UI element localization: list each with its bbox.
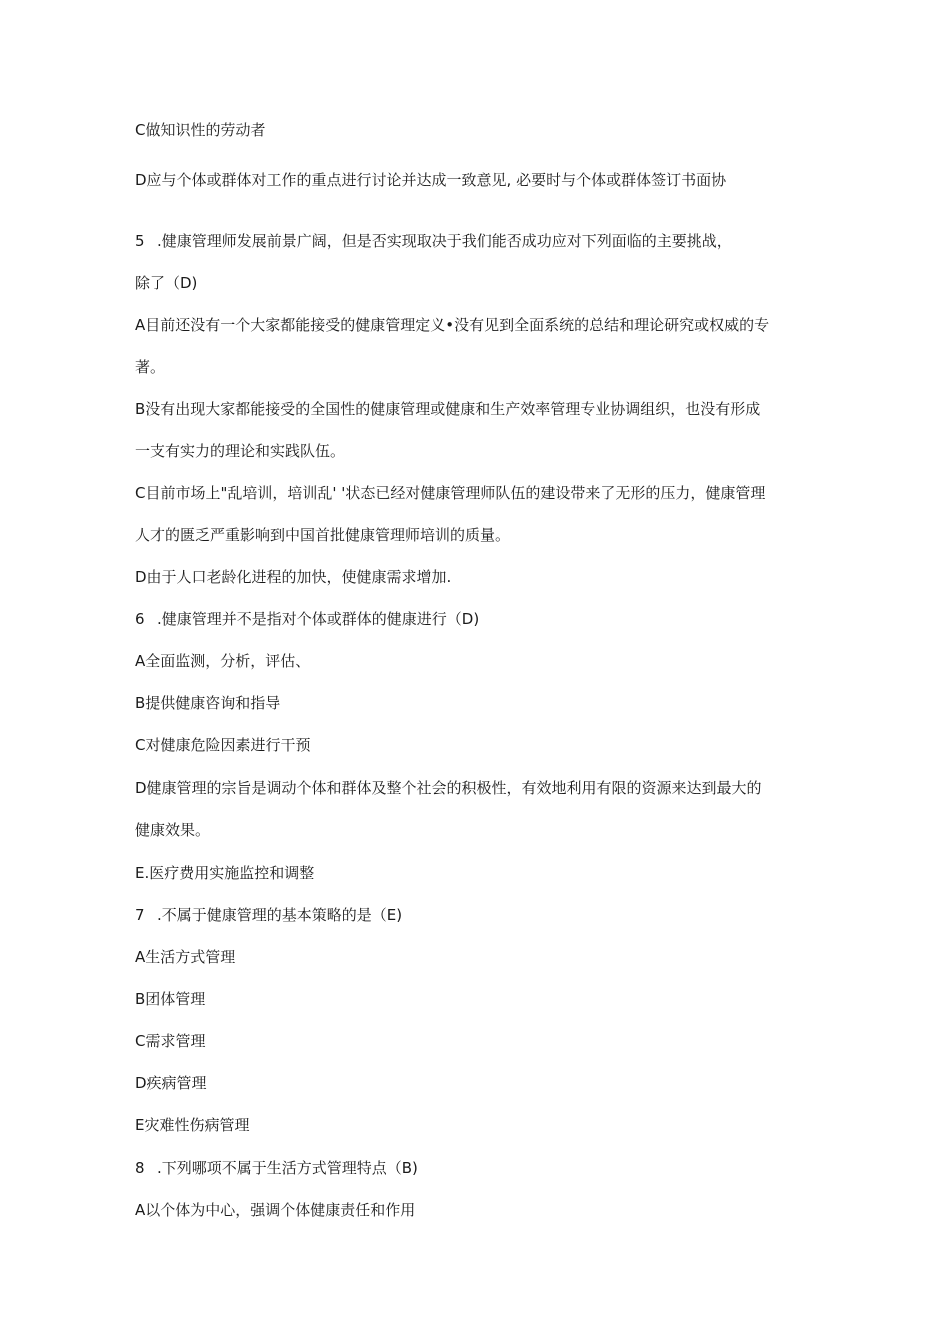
option-a-continuation: 著。	[135, 358, 166, 376]
option-b-organization: B没有出现大家都能接受的全国性的健康管理或健康和生产效率管理专业协调组织，也没有形成	[135, 400, 761, 418]
option-b-continuation: 一支有实力的理论和实践队伍。	[135, 442, 346, 460]
question-number: 8	[135, 1159, 145, 1177]
option-b-consulting: B提供健康咨询和指导	[135, 694, 281, 712]
question-text: .下列哪项不属于生活方式管理特点（B)	[157, 1159, 418, 1177]
option-e-cost-monitoring: E.医疗费用实施监控和调整	[135, 864, 315, 882]
option-c-intervention: C对健康危险因素进行干预	[135, 736, 311, 754]
option-d-disease: D疾病管理	[135, 1074, 207, 1092]
option-c-continuation: 人才的匮乏严重影响到中国首批健康管理师培训的质量。	[135, 526, 511, 544]
question-5-continuation: 除了（D)	[135, 274, 198, 292]
option-d-agreement: D应与个体或群体对工作的重点进行讨论并达成一致意见, 必要时与个体或群体签订书面协	[135, 171, 727, 189]
question-5	[135, 231, 732, 251]
question-number: 6	[135, 610, 145, 628]
question-number: 7	[135, 906, 145, 924]
option-a-lifestyle: A生活方式管理	[135, 948, 236, 966]
option-c-knowledge-worker: C做知识性的劳动者	[135, 121, 266, 139]
question-7	[135, 905, 402, 925]
question-8	[135, 1158, 418, 1178]
question-number: 5	[135, 232, 145, 250]
option-a-monitoring: A全面监测，分析，评估、	[135, 652, 311, 670]
question-text: .健康管理并不是指对个体或群体的健康进行（D)	[157, 610, 480, 628]
option-c-demand: C需求管理	[135, 1032, 206, 1050]
question-text: .健康管理师发展前景广阔，但是否实现取决于我们能否成功应对下列面临的主要挑战，	[157, 232, 732, 250]
option-d-purpose: D健康管理的宗旨是调动个体和群体及整个社会的积极性，有效地利用有限的资源来达到最大的	[135, 779, 762, 797]
option-e-catastrophic: E灾难性伤病管理	[135, 1116, 250, 1134]
question-text: .不属于健康管理的基本策略的是（E)	[157, 906, 403, 924]
option-b-group: B团体管理	[135, 990, 206, 1008]
question-6	[135, 609, 479, 629]
option-d-aging: D由于人口老龄化进程的加快，使健康需求增加.	[135, 568, 452, 586]
option-a-individual: A以个体为中心，强调个体健康责任和作用	[135, 1201, 416, 1219]
option-a-definition: A目前还没有一个大家都能接受的健康管理定义•没有见到全面系统的总结和理论研究或权威的专	[135, 316, 770, 334]
option-c-training: C目前市场上"乱培训，培训乱' '状态已经对健康管理师队伍的建设带来了无形的压力，健康管理	[135, 484, 766, 502]
option-d-continuation: 健康效果。	[135, 821, 211, 839]
